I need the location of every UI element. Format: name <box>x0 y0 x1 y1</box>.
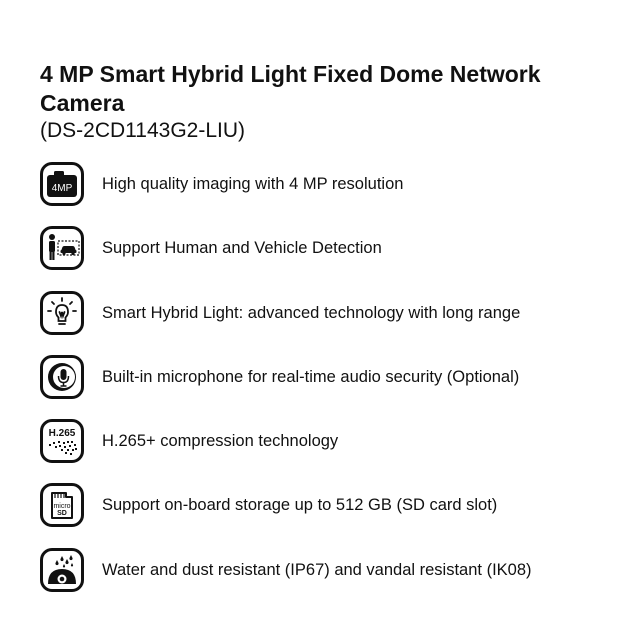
feature-text: Built-in microphone for real-time audio security (Optional) <box>102 367 520 386</box>
svg-text:SD: SD <box>57 510 67 518</box>
feature-item-h265 <box>40 417 620 465</box>
feature-item-detection <box>40 224 620 272</box>
feature-text: High quality imaging with 4 MP resolution <box>102 175 404 193</box>
h265-compression-icon <box>40 419 84 463</box>
feature-text: Support Human and Vehicle Detection <box>102 239 382 258</box>
4mp-icon-label: 4MP <box>51 183 73 194</box>
microphone-icon <box>40 355 84 399</box>
feature-item-microphone <box>40 353 620 401</box>
smart-light-bulb-icon <box>40 291 84 335</box>
h265-icon-label: H.265 <box>48 428 76 440</box>
feature-item-smart-light <box>40 289 620 337</box>
feature-item-4mp <box>40 160 620 208</box>
feature-text: Support on-board storage up to 512 GB (SD card slot) <box>102 496 498 515</box>
feature-text: H.265+ compression technology <box>102 432 339 451</box>
feature-list <box>40 160 620 610</box>
microsd-card-icon <box>40 483 84 527</box>
feature-item-storage <box>40 481 620 529</box>
human-vehicle-detection-icon <box>40 226 84 270</box>
product-title: 4 MP Smart Hybrid Light Fixed Dome Network Camera <box>40 61 541 116</box>
4mp-camera-icon <box>40 162 84 206</box>
feature-text: Water and dust resistant (IP67) and vandal resistant (IK08) <box>102 560 532 579</box>
feature-text: Smart Hybrid Light: advanced technology with long range <box>102 303 521 322</box>
svg-text:micro: micro <box>53 503 71 511</box>
model-number: (DS-2CD1143G2-LIU) <box>40 119 246 142</box>
weather-resistant-icon <box>40 548 84 592</box>
feature-item-weather <box>40 546 620 594</box>
